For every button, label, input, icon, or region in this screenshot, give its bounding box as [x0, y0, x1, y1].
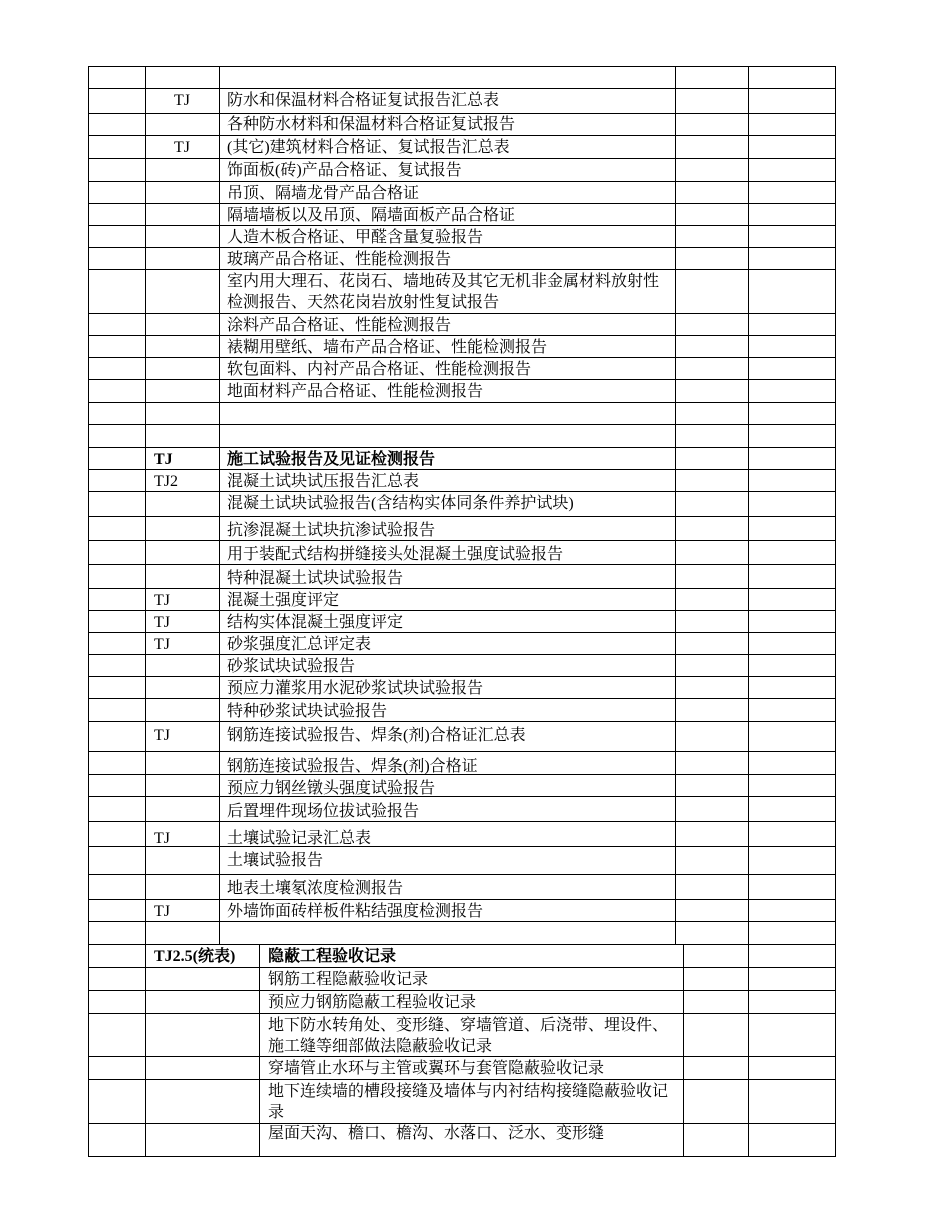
row-code: TJ [154, 614, 170, 631]
row-title: 饰面板(砖)产品合格证、复试报告 [227, 162, 462, 179]
row-divider [88, 588, 836, 589]
row-title: 混凝土试块试验报告(含结构实体同条件养护试块) [227, 495, 574, 512]
column-divider [748, 66, 749, 1156]
row-title: 砂浆试块试验报告 [227, 658, 356, 675]
row-title: 室内用大理石、花岗石、墙地砖及其它无机非金属材料放射性检测报告、天然花岗岩放射性复试报告 [227, 273, 660, 311]
row-divider [88, 181, 836, 182]
column-divider [88, 66, 89, 1156]
row-divider [88, 1156, 836, 1157]
row-divider [88, 654, 836, 655]
row-divider [88, 990, 836, 991]
row-divider [88, 491, 836, 492]
row-title: 钢筋连接试验报告、焊条(剂)合格证 [227, 758, 478, 775]
row-title: 钢筋连接试验报告、焊条(剂)合格证汇总表 [227, 727, 526, 744]
column-divider [683, 944, 684, 1156]
row-divider [88, 1013, 836, 1014]
row-title: 用于装配式结构拼缝接头处混凝土强度试验报告 [227, 546, 564, 563]
row-title: 各种防水材料和保温材料合格证复试报告 [227, 116, 516, 133]
row-title: 混凝土试块试压报告汇总表 [227, 473, 420, 490]
row-divider [88, 269, 836, 270]
row-divider [88, 402, 836, 403]
row-title: 涂料产品合格证、性能检测报告 [227, 317, 452, 334]
row-code: TJ [154, 592, 170, 609]
column-divider [145, 66, 146, 1156]
row-title: 钢筋工程隐蔽验收记录 [268, 971, 429, 988]
row-title: 吊顶、隔墙龙骨产品合格证 [227, 185, 420, 202]
section-code: TJ [154, 451, 173, 468]
row-code: TJ2 [154, 473, 178, 490]
row-title: 裱糊用壁纸、墙布产品合格证、性能检测报告 [227, 339, 548, 356]
row-divider [88, 469, 836, 470]
row-title: 穿墙管止水环与主管或翼环与套管隐蔽验收记录 [268, 1060, 605, 1077]
row-divider [88, 88, 836, 89]
row-title: 地表土壤氡浓度检测报告 [227, 880, 404, 897]
row-divider [88, 721, 836, 722]
row-divider [88, 676, 836, 677]
row-code: TJ [174, 139, 190, 156]
row-title: 抗渗混凝土试块抗渗试验报告 [227, 522, 436, 539]
row-divider [88, 874, 836, 875]
row-divider [88, 821, 836, 822]
row-title: 外墙饰面砖样板件粘结强度检测报告 [227, 903, 484, 920]
row-title: 预应力钢丝镦头强度试验报告 [227, 780, 436, 797]
row-title: 混凝土强度评定 [227, 592, 340, 609]
row-divider [88, 1079, 836, 1080]
row-divider [88, 846, 836, 847]
row-divider [88, 203, 836, 204]
section-code: TJ2.5(统表) [154, 948, 236, 965]
row-title: 屋面天沟、檐口、檐沟、水落口、泛水、变形缝 [268, 1125, 605, 1142]
section-title: 隐蔽工程验收记录 [268, 948, 397, 965]
row-divider [88, 751, 836, 752]
section-title: 施工试验报告及见证检测报告 [227, 451, 436, 468]
column-divider [219, 66, 220, 944]
row-divider [88, 540, 836, 541]
column-divider [835, 66, 836, 1156]
row-divider [88, 313, 836, 314]
row-divider [88, 899, 836, 900]
row-title: 玻璃产品合格证、性能检测报告 [227, 251, 452, 268]
row-code: TJ [174, 92, 190, 109]
row-title: 预应力灌浆用水泥砂浆试块试验报告 [227, 680, 484, 697]
row-code: TJ [154, 636, 170, 653]
row-title: 软包面料、内衬产品合格证、性能检测报告 [227, 361, 532, 378]
row-code: TJ [154, 903, 170, 920]
row-divider [88, 135, 836, 136]
row-divider [88, 516, 836, 517]
row-divider [88, 796, 836, 797]
row-title: 特种砂浆试块试验报告 [227, 703, 388, 720]
row-divider [88, 158, 836, 159]
row-divider [88, 944, 836, 945]
row-divider [88, 967, 836, 968]
column-divider [259, 944, 260, 1156]
row-divider [88, 447, 836, 448]
row-title: 人造木板合格证、甲醛含量复验报告 [227, 229, 484, 246]
row-title: 防水和保温材料合格证复试报告汇总表 [227, 92, 500, 109]
row-divider [88, 632, 836, 633]
row-title: 地下连续墙的槽段接缝及墙体与内衬结构接缝隐蔽验收记录 [268, 1083, 669, 1121]
row-title: 特种混凝土试块试验报告 [227, 570, 404, 587]
row-title: 砂浆强度汇总评定表 [227, 636, 372, 653]
row-title: 地面材料产品合格证、性能检测报告 [227, 383, 484, 400]
row-divider [88, 610, 836, 611]
row-code: TJ [154, 727, 170, 744]
row-divider [88, 335, 836, 336]
document-table [88, 66, 836, 1156]
row-title: 土壤试验报告 [227, 852, 324, 869]
row-code: TJ [154, 830, 170, 847]
row-title: 预应力钢筋隐蔽工程验收记录 [268, 994, 477, 1011]
row-title: 后置埋件现场位拔试验报告 [227, 803, 420, 820]
row-title: (其它)建筑材料合格证、复试报告汇总表 [227, 139, 510, 156]
column-divider [675, 66, 676, 944]
row-divider [88, 424, 836, 425]
row-divider [88, 66, 836, 67]
row-title: 地下防水转角处、变形缝、穿墙管道、后浇带、埋设件、施工缝等细部做法隐蔽验收记录 [268, 1017, 669, 1055]
row-title: 土壤试验记录汇总表 [227, 830, 372, 847]
row-title: 隔墙墙板以及吊顶、隔墙面板产品合格证 [227, 207, 516, 224]
row-title: 结构实体混凝土强度评定 [227, 614, 404, 631]
